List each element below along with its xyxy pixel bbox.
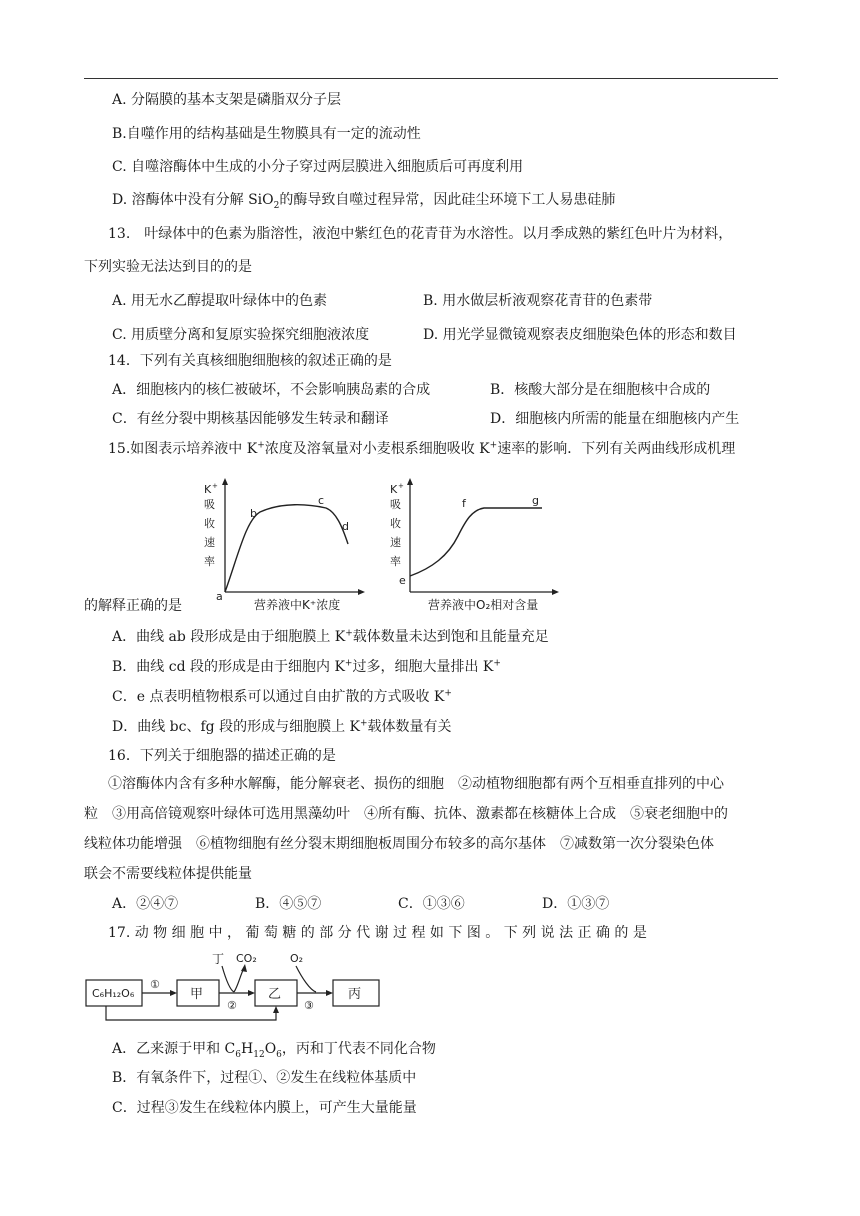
q14-stem: 14．下列有关真核细胞细胞核的叙述正确的是 [108,353,392,369]
q15-g2-point-e: e [399,574,406,587]
q17-o2-label: O₂ [290,952,304,965]
q17-option-a: A．乙来源于甲和 $C_6H_{12}O_6$，丙和丁代表不同化合物 [112,1041,436,1060]
q14-option-c: C．有丝分裂中期核基因能够发生转录和翻译 [112,411,389,427]
q15-g2-xlabel: 营养液中O₂相对含量 [428,598,539,612]
q15-g2-ylabel-1: 吸 [390,498,401,511]
q16-option-b: B．④⑤⑦ [255,896,322,912]
q17-ding-in [222,966,234,992]
q15-g2-x-arrow [552,589,559,595]
q15-g1-point-b: b [250,507,257,520]
q13-option-c: C. 用质壁分离和复原实验探究细胞液浓度 [112,327,370,343]
q16-statement-line1: ①溶酶体内含有多种水解酶，能分解衰老、损伤的细胞 ②动植物细胞都有两个互相垂直排列的中心 [108,776,724,792]
q17-o2-in [296,966,316,992]
q15-g2-point-g: g [532,494,539,507]
q15-g2-ylabel-4: 率 [390,555,401,568]
q17-yi-label: 乙 [268,987,282,1002]
q17-step-1: ① [150,978,160,991]
q17-metabolism-diagram [84,950,384,1028]
q15-g1-x-arrow [358,589,365,595]
q16-option-c: C．①③⑥ [398,896,465,912]
q15-g1-curve [225,505,348,592]
q17-arrow-bypass [106,1006,276,1020]
q16-stem: 16．下列关于细胞器的描述正确的是 [108,748,336,764]
q12-option-a: A. 分隔膜的基本支架是磷脂双分子层 [112,92,342,108]
q13-option-d: D. 用光学显微镜观察表皮细胞染色体的形态和数目 [423,327,737,343]
q15-g2-ylabel-k: K [390,483,398,496]
q15-g2-ylabel-2: 收 [390,517,401,530]
q15-stem: 15.如图表示培养液中 K+浓度及溶氧量对小麦根系细胞吸收 K+速率的影响．下列有关两曲线形成机理 [108,440,736,457]
q13-option-a: A. 用无水乙醇提取叶绿体中的色素 [112,293,328,309]
q15-g2-curve [410,508,542,576]
q16-statement-line3: 线粒体功能增强 ⑥植物细胞有丝分裂末期细胞板周围分布较多的高尔基体 ⑦减数第一次分裂染色体 [84,836,714,852]
q15-option-b: B．曲线 cd 段的形成是由于细胞内 K+过多，细胞大量排出 K+ [112,658,501,675]
q15-g1-ylabel-2: 收 [204,517,215,530]
q17-stem: 17. 动 物 细 胞 中 ， 葡 萄 糖 的 部 分 代 谢 过 程 如 下 图 。 下 列 说 法 正 确 的 是 [108,925,647,941]
q17-arrowhead-bypass [273,1006,279,1013]
q16-option-d: D．①③⑦ [542,896,610,912]
q17-step-2: ② [227,999,237,1012]
q15-g1-point-d: d [342,520,349,533]
q15-option-c: C．e 点表明植物根系可以通过自由扩散的方式吸收 K+ [112,688,452,705]
q17-jia-label: 甲 [190,987,204,1002]
q15-g1-point-c: c [318,494,325,507]
q16-statement-line2: 粒 ③用高倍镜观察叶绿体可选用黑藻幼叶 ④所有酶、抗体、激素都在核糖体上合成 ⑤衰老细胞中的 [84,806,728,822]
q13-option-b: B. 用水做层析液观察花青苷的色素带 [423,293,653,309]
q15-g1-ylabel-1: 吸 [204,498,215,511]
q15-g2-point-f: f [462,497,466,510]
q15-graph-right [382,476,562,614]
q15-g1-point-a: a [216,590,223,603]
q15-option-d: D．曲线 bc、fg 段的形成与细胞膜上 K+载体数量有关 [112,718,452,735]
q17-arrowhead-2 [248,990,255,996]
q15-g1-ylabel-k: K [204,483,212,496]
q17-ding-label: 丁 [212,952,225,966]
q15-graph-left [190,476,368,614]
q17-option-c: C．过程③发生在线粒体内膜上，可产生大量能量 [112,1100,417,1116]
q16-option-a: A．②④⑦ [112,896,179,912]
q14-option-d: D．细胞核内所需的能量在细胞核内产生 [490,411,740,427]
q12-option-b: B.自噬作用的结构基础是生物膜具有一定的流动性 [112,126,421,142]
q13-stem-line2: 下列实验无法达到目的的是 [84,259,252,275]
q17-bing-label: 丙 [348,987,362,1002]
q17-arrowhead-1 [170,990,177,996]
q17-arrowhead-co2 [241,964,247,972]
q17-option-b: B．有氧条件下，过程①、②发生在线粒体基质中 [112,1070,417,1086]
q17-co2-out [234,968,244,992]
q14-option-b: B．核酸大部分是在细胞核中合成的 [490,382,711,398]
q17-step-3: ③ [304,999,314,1012]
q15-stem-end: 的解释正确的是 [84,598,182,614]
q15-g1-y-arrow [222,478,228,485]
q14-option-a: A．细胞核内的核仁被破坏，不会影响胰岛素的合成 [112,382,431,398]
q13-stem-line1: 13. 叶绿体中的色素为脂溶性，液泡中紫红色的花青苷为水溶性。以月季成熟的紫红色叶片为材料， [108,226,733,242]
q16-statement-line4: 联会不需要线粒体提供能量 [84,866,252,882]
q12-option-c: C. 自噬溶酶体中生成的小分子穿过两层膜进入细胞质后可再度利用 [112,159,524,175]
header-rule [84,78,778,79]
q17-co2-label: CO₂ [236,952,257,965]
q15-g1-ylabel-3: 速 [204,536,215,549]
q15-g1-ylabel-sup: + [212,482,218,490]
q15-g1-ylabel-4: 率 [204,555,215,568]
q12-option-d: D. 溶酶体中没有分解 SiO$_2$的酶导致自噬过程异常，因此硅尘环境下工人易患硅肺 [112,192,616,211]
q17-arrowhead-3 [326,990,333,996]
q17-glucose-label: C₆H₁₂O₆ [92,987,135,1000]
q15-g2-ylabel-sup: + [398,482,404,490]
q15-g2-y-arrow [407,478,413,485]
q15-g2-ylabel-3: 速 [390,536,401,549]
q15-option-a: A．曲线 ab 段形成是由于细胞膜上 K+载体数量未达到饱和且能量充足 [112,628,549,645]
q15-g1-xlabel: 营养液中K⁺浓度 [254,598,341,612]
